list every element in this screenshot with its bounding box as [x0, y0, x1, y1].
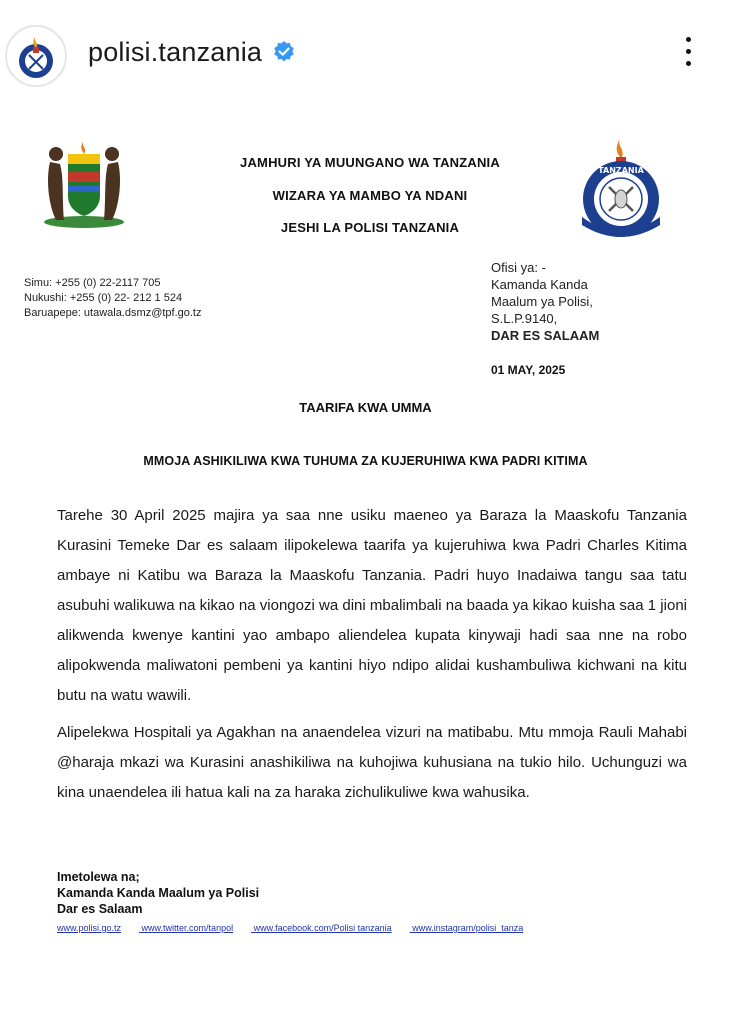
post-header [0, 0, 731, 110]
address-city: DAR ES SALAAM [491, 328, 600, 343]
address-line: Ofisi ya: - [491, 260, 546, 275]
link-instagram[interactable]: www.instagram/polisi_tanza [412, 923, 524, 933]
link-twitter[interactable]: www.twitter.com/tanpol [141, 923, 234, 933]
address-line: Kamanda Kanda [491, 277, 588, 292]
coat-of-arms-icon [40, 138, 128, 228]
office-address [491, 259, 599, 344]
document-subject: MMOJA ASHIKILIWA KWA TUHUMA ZA KUJERUHIWA KWA PADRI KITIMA [143, 454, 588, 468]
more-options-icon[interactable] [680, 37, 696, 73]
body-paragraph-1: Tarehe 30 April 2025 majira ya saa nne usiku maeneo ya Baraza la Maaskofu Tanzania Kurasini Temeke Dar es salaam ilipokelewa taarifa ya kujeruhiwa kwa Padri Charles Kitima ambaye ni Katibu wa Baraza la Maaskofu Tanzania. Padri huyo Inadaiwa tangu saa tatu asubuhi walikuwa na kikao na viongozi wa dini mbalimbali na baada ya kikao kuisha saa 1 jioni alikwenda kwenye kantini yao ambapo aliendelea kupata kinywaji hadi saa nne na robo alipokwenda maliwatoni pembeni ya kantini hiyo ndipo alidai kushambuliwa kichwani na kitu butu na watu wawili. [57, 507, 687, 704]
footer-links [57, 923, 541, 933]
avatar[interactable] [5, 25, 67, 87]
username-text[interactable]: polisi.tanzania [88, 37, 263, 67]
heading-line-1: JAMHURI YA MUUNGANO WA TANZANIA [240, 155, 500, 170]
link-website[interactable]: www.polisi.go.tz [57, 923, 122, 933]
letter-date: 01 MAY, 2025 [491, 363, 566, 377]
contact-email: Baruapepe: utawala.dsmz@tpf.go.tz [24, 307, 202, 319]
police-logo-icon [576, 137, 666, 240]
press-release-document [0, 110, 731, 1024]
address-line: Maalum ya Polisi, [491, 294, 593, 309]
svg-text:TANZANIA: TANZANIA [598, 166, 644, 175]
link-facebook[interactable]: www.facebook.com/Polisi tanzania [253, 923, 392, 933]
police-emblem-icon [7, 27, 65, 85]
document-title: TAARIFA KWA UMMA [299, 400, 432, 415]
verified-badge-icon [272, 40, 296, 64]
signature-block [57, 869, 259, 917]
address-line: S.L.P.9140, [491, 311, 558, 326]
contact-phone: Simu: +255 (0) 22-2117 705 [24, 277, 161, 289]
heading-line-2: WIZARA YA MAMBO YA NDANI [272, 188, 468, 203]
signature-line: Dar es Salaam [57, 902, 143, 916]
contact-info [24, 276, 202, 321]
heading-line-3: JESHI LA POLISI TANZANIA [280, 220, 460, 235]
username[interactable] [88, 37, 296, 68]
signature-line: Imetolewa na; [57, 870, 140, 884]
body-paragraph-2: Alipelekwa Hospitali ya Agakhan na anaendelea vizuri na matibabu. Mtu mmoja Rauli Mahabi @haraja mkazi wa Kurasini anashikiliwa na kuhojiwa kuhusiana na tukio hilo. Uchunguzi wa kina unaendelea ili hatua kali na za haraka zichulikuliwe kwa wahusika. [57, 724, 687, 801]
contact-fax: Nukushi: +255 (0) 22- 212 1 524 [24, 292, 183, 304]
signature-line: Kamanda Kanda Maalum ya Polisi [57, 886, 260, 900]
